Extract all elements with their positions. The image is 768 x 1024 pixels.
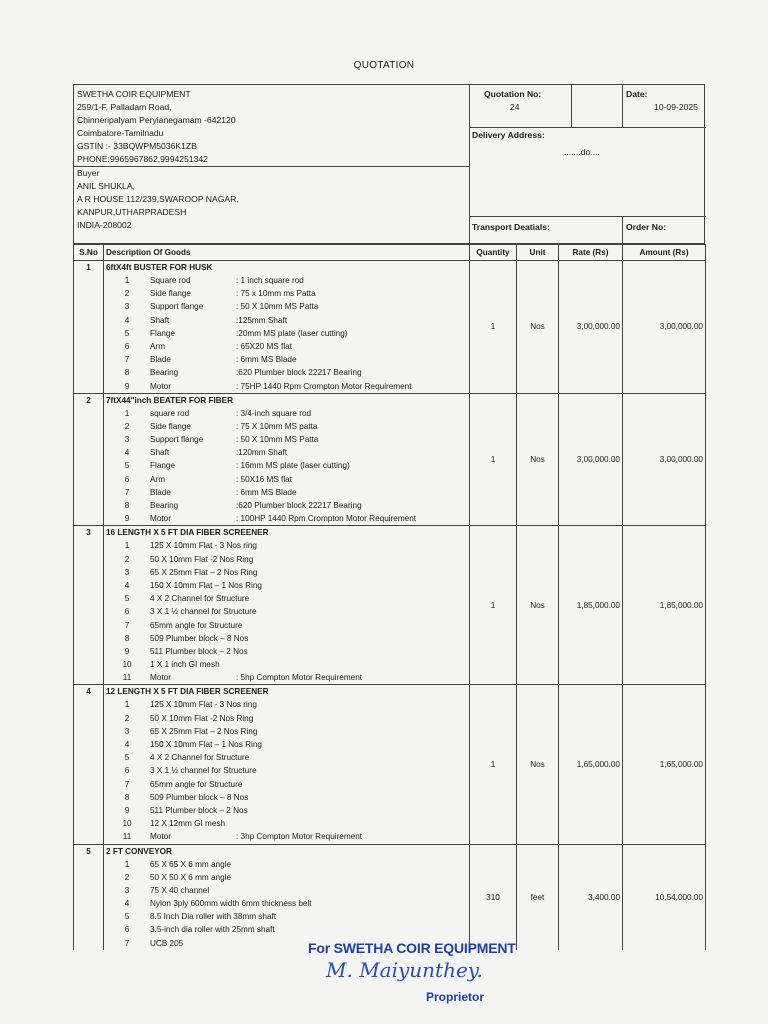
component-number: 6: [124, 607, 130, 617]
component-number: 2: [124, 289, 130, 299]
component-number: 5: [124, 594, 130, 604]
item-sno: 5: [74, 844, 104, 950]
component-name: square rod: [150, 408, 190, 418]
item-amount: 1,65,000.00: [623, 685, 706, 844]
item-quantity: 1: [470, 685, 517, 844]
item-sno: 2: [74, 393, 104, 526]
item-quantity: 310: [470, 844, 517, 950]
component-text: 65mm angle for Structure: [150, 620, 243, 630]
component-name: Arm: [150, 474, 166, 484]
delivery-address-label: Delivery Address:: [472, 130, 545, 140]
component-number: 5: [124, 328, 130, 338]
col-amount: Amount (Rs): [623, 245, 706, 261]
component-row: [104, 804, 469, 817]
component-number: 2: [124, 872, 130, 882]
component-row: [104, 579, 469, 592]
item-title: 12 LENGTH X 5 FT DIA FIBER SCREENER: [106, 687, 269, 697]
component-text: 511 Plumber block – 2 Nos: [150, 646, 248, 656]
component-row: [104, 632, 469, 645]
component-text: 65 X 65 X 6 mm angle: [150, 859, 232, 869]
component-row: [104, 619, 469, 632]
component-name: Shaft: [150, 315, 170, 325]
component-spec: : 75HP 1440 Rpm Crompton Motor Requirement: [236, 381, 412, 391]
component-text: 12 X 12mm GI mesh: [150, 819, 226, 829]
quotation-no-label: Quotation No:: [484, 89, 542, 99]
item-quantity: 1: [470, 261, 517, 394]
component-number: 11: [122, 832, 132, 842]
component-row: [104, 459, 469, 472]
component-number: 2: [124, 421, 130, 431]
component-number: 5: [124, 912, 130, 922]
item-amount: 10,54,000.00: [623, 844, 706, 950]
item-description: [104, 261, 470, 394]
quotation-no-value: 24: [510, 102, 520, 112]
delivery-address-value: .......do....: [564, 147, 600, 157]
component-number: 9: [124, 805, 130, 815]
component-text: 150 X 10mm Flat – 1 Nos Ring: [150, 740, 262, 749]
component-name: Bearing: [150, 368, 179, 378]
item-title: 16 LENGTH X 5 FT DIA FIBER SCREENER: [106, 528, 269, 538]
component-number: 2: [124, 713, 130, 723]
component-text: Nylon 3ply 600mm width 6mm thickness belt: [150, 899, 312, 909]
component-spec: :20mm MS plate (laser cutting): [236, 328, 348, 338]
component-row: [104, 433, 469, 446]
component-row: [104, 764, 469, 777]
item-description: [104, 685, 470, 844]
component-row: [104, 407, 469, 420]
component-text: 1 X 1 inch GI mesh: [150, 660, 220, 670]
component-row: [104, 380, 469, 393]
component-number: 3: [124, 726, 130, 736]
component-spec: :620 Plumber block 22217 Bearing: [236, 368, 362, 378]
component-number: 1: [124, 541, 130, 551]
component-row: [104, 486, 469, 499]
component-name: Arm: [150, 341, 166, 351]
component-row: [104, 751, 469, 764]
component-row: [104, 592, 469, 605]
item-description: [104, 526, 470, 685]
header-block: [73, 84, 705, 244]
component-row: [104, 658, 469, 671]
component-text: 50 X 50 X 6 mm angle: [150, 872, 232, 882]
component-row: [104, 923, 469, 936]
component-spec: : 16mm MS plate (laser cutting): [236, 461, 350, 471]
component-text: 125 X 10mm Flat - 3 Nos ring: [150, 700, 257, 710]
component-spec: : 50X16 MS flat: [236, 474, 292, 484]
component-text: 8.5 Inch Dia roller with 38mm shaft: [150, 912, 277, 922]
component-row: [104, 725, 469, 738]
col-unit: Unit: [517, 245, 559, 261]
order-no-label: Order No:: [626, 222, 667, 232]
component-number: 9: [124, 646, 130, 656]
component-row: [104, 671, 469, 684]
item-unit: Nos: [517, 261, 559, 394]
component-row: [104, 512, 469, 525]
item-title: 2 FT CONVEYOR: [106, 846, 172, 856]
component-text: UCB 205: [150, 938, 184, 948]
component-spec: : 1 inch square rod: [236, 276, 304, 285]
component-number: 4: [124, 448, 130, 458]
component-number: 1: [124, 276, 130, 285]
component-number: 4: [124, 740, 130, 749]
component-name: Side flange: [150, 421, 191, 431]
item-rate: 1,65,000.00: [559, 685, 623, 844]
component-name: Blade: [150, 487, 171, 497]
signature-company: For SWETHA COIR EQUIPMENT: [308, 940, 516, 956]
component-text: 509 Plumber block – 8 Nos: [150, 633, 249, 643]
component-spec: : 5hp Compton Motor Requirement: [236, 673, 363, 683]
component-row: [104, 817, 469, 830]
component-spec: : 75 x 10mm ms Patta: [236, 289, 316, 299]
item-unit: Nos: [517, 685, 559, 844]
component-text: 75 X 40 channel: [150, 885, 210, 895]
component-number: 3: [124, 885, 130, 895]
date-value: 10-09-2025: [654, 102, 698, 112]
component-row: [104, 353, 469, 366]
component-row: [104, 871, 469, 884]
component-spec: : 100HP 1440 Rpm Crompton Motor Requirement: [236, 514, 417, 524]
item-description: [104, 844, 470, 950]
component-number: 8: [124, 368, 130, 378]
table-header-row: [74, 245, 706, 261]
component-number: 9: [124, 514, 130, 524]
item-title: 7ftX44"inch BEATER FOR FIBER: [106, 395, 234, 405]
component-name: Support flange: [150, 435, 204, 445]
component-row: [104, 738, 469, 751]
item-sno: 4: [74, 685, 104, 844]
component-text: 3 X 1 ½ channel for Structure: [150, 607, 257, 617]
component-number: 3: [124, 435, 130, 445]
item-quantity: 1: [470, 526, 517, 685]
signature-handwritten: M. Maiyunthey.: [326, 958, 483, 982]
component-number: 8: [124, 501, 130, 510]
component-number: 7: [124, 620, 130, 630]
component-text: 511 Plumber block – 2 Nos: [150, 805, 248, 815]
component-spec: : 3hp Compton Motor Requirement: [236, 832, 363, 842]
item-rate: 3,00,000.00: [559, 261, 623, 394]
component-text: 4 X 2 Channel for Structure: [150, 753, 250, 763]
component-name: Flange: [150, 328, 176, 338]
component-row: [104, 420, 469, 433]
item-sno: 3: [74, 526, 104, 685]
component-text: 150 X 10mm Flat – 1 Nos Ring: [150, 580, 262, 590]
component-text: 50 X 10mm Flat -2 Nos Ring: [150, 713, 254, 723]
item-amount: 3,00,000.00: [623, 261, 706, 394]
component-row: [104, 645, 469, 658]
component-text: 65mm angle for Structure: [150, 779, 243, 789]
component-number: 3: [124, 567, 130, 577]
item-unit: Nos: [517, 393, 559, 526]
component-number: 6: [124, 341, 130, 351]
component-row: [104, 712, 469, 725]
component-number: 7: [124, 938, 130, 948]
item-title: 6ftX4ft BUSTER FOR HUSK: [106, 263, 213, 272]
item-group-row: [74, 526, 706, 685]
component-number: 1: [124, 700, 130, 710]
component-number: 10: [122, 819, 132, 829]
col-quantity: Quantity: [470, 245, 517, 261]
component-row: [104, 698, 469, 711]
component-number: 4: [124, 315, 130, 325]
component-row: [104, 340, 469, 353]
component-name: Flange: [150, 461, 176, 471]
items-table: [73, 244, 706, 950]
component-row: [104, 566, 469, 579]
component-spec: : 75 X 10mm MS patta: [236, 421, 318, 431]
buyer-address: Buyer ANIL SHUKLA, A R HOUSE 112/239,SWAROOP NAGAR, KANPUR,UTHARPRADESH INDIA-208002: [77, 168, 239, 231]
item-group-row: [74, 844, 706, 950]
component-row: [104, 327, 469, 340]
component-name: Square rod: [150, 276, 191, 285]
component-number: 8: [124, 792, 130, 802]
component-spec: : 50 X 10mm MS Patta: [236, 435, 319, 445]
component-row: [104, 473, 469, 486]
component-name: Blade: [150, 355, 171, 365]
col-rate: Rate (Rs): [559, 245, 623, 261]
date-label: Date:: [626, 89, 648, 99]
component-row: [104, 884, 469, 897]
component-spec: :120mm Shaft: [236, 448, 287, 458]
component-spec: : 3/4-inch square rod: [236, 408, 312, 418]
component-name: Bearing: [150, 501, 179, 510]
item-description: [104, 393, 470, 526]
component-row: [104, 300, 469, 313]
component-number: 1: [124, 859, 130, 869]
component-name: Motor: [150, 832, 171, 842]
component-text: 3.5-inch dia roller with 25mm shaft: [150, 925, 275, 935]
component-row: [104, 539, 469, 552]
component-number: 7: [124, 779, 130, 789]
component-number: 1: [124, 408, 130, 418]
component-text: 4 X 2 Channel for Structure: [150, 594, 250, 604]
component-number: 7: [124, 487, 130, 497]
component-number: 9: [124, 381, 130, 391]
seller-address: SWETHA COIR EQUIPMENT 259/1-F, Palladam Road, Chinneripalyam Peryianegamam -642120 Coimbatore-Tamilnadu GSTIN :- 33BQWPM5036K1ZB PHONE:9965967862,9994251342: [77, 89, 236, 165]
component-row: [104, 858, 469, 871]
component-row: [104, 446, 469, 459]
component-spec: :620 Plumber block 22217 Bearing: [236, 501, 362, 510]
component-row: [104, 553, 469, 566]
item-amount: 1,85,000.00: [623, 526, 706, 685]
component-text: 125 X 10mm Flat - 3 Nos ring: [150, 541, 257, 551]
component-name: Motor: [150, 381, 171, 391]
component-number: 3: [124, 302, 130, 312]
component-number: 8: [124, 633, 130, 643]
component-name: Motor: [150, 514, 171, 524]
component-row: [104, 778, 469, 791]
item-group-row: [74, 393, 706, 526]
component-row: [104, 287, 469, 300]
component-row: [104, 791, 469, 804]
item-unit: feet: [517, 844, 559, 950]
component-row: [104, 314, 469, 327]
item-rate: 3,00,000.00: [559, 393, 623, 526]
item-rate: 3,400.00: [559, 844, 623, 950]
component-text: 50 X 10mm Flat -2 Nos Ring: [150, 554, 254, 564]
component-number: 5: [124, 753, 130, 763]
component-number: 6: [124, 766, 130, 776]
component-row: [104, 274, 469, 287]
component-row: [104, 830, 469, 843]
item-rate: 1,85,000.00: [559, 526, 623, 685]
component-row: [104, 499, 469, 512]
component-number: 4: [124, 580, 130, 590]
item-amount: 3,00,000.00: [623, 393, 706, 526]
component-spec: : 65X20 MS flat: [236, 341, 292, 351]
item-unit: Nos: [517, 526, 559, 685]
component-name: Side flange: [150, 289, 191, 299]
component-row: [104, 366, 469, 379]
component-number: 4: [124, 899, 130, 909]
item-quantity: 1: [470, 393, 517, 526]
component-row: [104, 897, 469, 910]
component-number: 11: [122, 673, 132, 683]
component-spec: :125mm Shaft: [236, 315, 287, 325]
component-spec: : 6mm MS Blade: [236, 355, 297, 365]
signature-role: Proprietor: [426, 990, 485, 1004]
component-number: 7: [124, 355, 130, 365]
component-text: 65 X 25mm Flat – 2 Nos Ring: [150, 567, 258, 577]
component-name: Shaft: [150, 448, 170, 458]
component-text: 65 X 25mm Flat – 2 Nos Ring: [150, 726, 258, 736]
component-number: 5: [124, 461, 130, 471]
component-number: 2: [124, 554, 130, 564]
component-number: 10: [122, 660, 132, 670]
component-number: 6: [124, 925, 130, 935]
component-text: 3 X 1 ½ channel for Structure: [150, 766, 257, 776]
transport-details-label: Transport Deatials:: [472, 222, 550, 232]
component-text: 509 Plumber block – 8 Nos: [150, 792, 249, 802]
component-name: Support flange: [150, 302, 204, 312]
component-number: 6: [124, 474, 130, 484]
item-group-row: [74, 685, 706, 844]
component-name: Motor: [150, 673, 171, 683]
document-title: QUOTATION: [353, 60, 415, 71]
component-row: [104, 910, 469, 923]
item-sno: 1: [74, 261, 104, 394]
item-group-row: [74, 261, 706, 394]
component-row: [104, 605, 469, 618]
col-description: Description Of Goods: [104, 245, 470, 261]
col-sno: S.No: [74, 245, 104, 261]
component-spec: : 6mm MS Blade: [236, 487, 297, 497]
component-spec: : 50 X 10mm MS Patta: [236, 302, 319, 312]
